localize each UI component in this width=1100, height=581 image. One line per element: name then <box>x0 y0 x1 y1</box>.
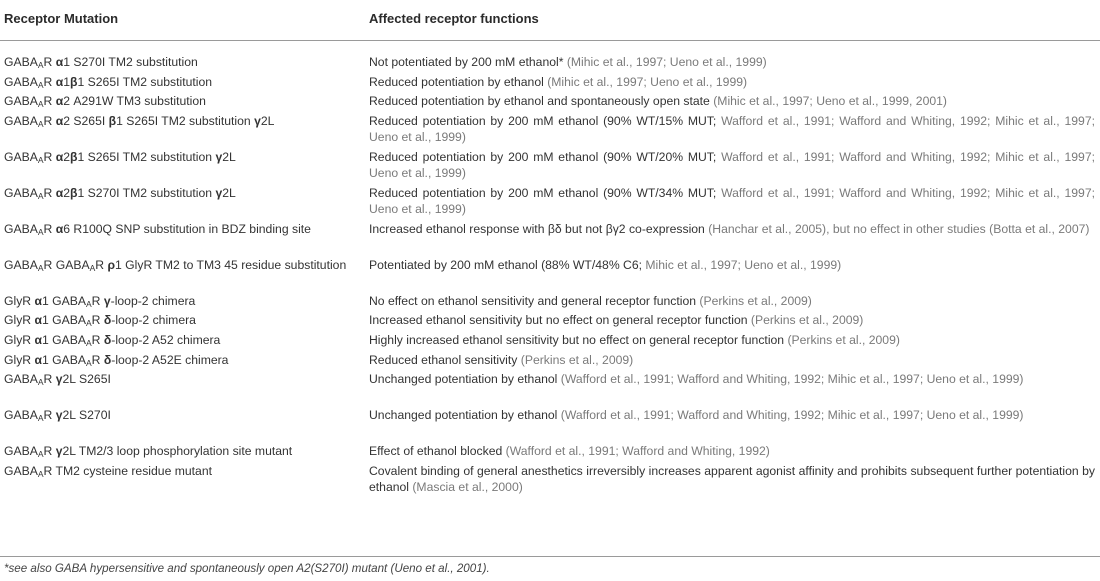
citation-text: (Mascia et al., 2000) <box>412 480 523 495</box>
mutation-text: 1 GABA <box>41 333 86 347</box>
effect-text: Reduced ethanol sensitivity <box>369 352 521 367</box>
effect-cell <box>369 312 1095 328</box>
mutation-cell <box>4 352 359 371</box>
greek-letter: δ <box>103 333 112 347</box>
mutation-cell <box>4 257 359 276</box>
mutation-text: R TM2 cysteine residue mutant <box>43 463 212 478</box>
mutation-text: 2L TM2/3 loop phosphorylation site mutant <box>62 444 293 459</box>
subscript: A <box>37 79 44 90</box>
greek-letter: α <box>55 113 64 128</box>
citation-text: (Hanchar et al., 2005), but no effect in other studies (Botta et al., 2007) <box>708 221 1090 236</box>
greek-letter: α <box>55 74 64 89</box>
citation-text: (Perkins et al., 2009) <box>787 333 900 347</box>
mutation-cell <box>4 54 359 73</box>
mutation-cell <box>4 407 359 426</box>
mutation-text: R <box>43 221 56 236</box>
mutation-text: 1 GABA <box>41 293 86 308</box>
citation-text: (Perkins et al., 2009) <box>520 352 634 367</box>
mutation-cell <box>4 371 359 390</box>
effect-cell <box>369 352 1095 368</box>
mutation-text: 1 GABA <box>41 352 86 367</box>
subscript: A <box>37 99 44 110</box>
effect-cell <box>369 93 1095 109</box>
greek-letter: γ <box>254 113 261 128</box>
mutation-text: R <box>43 408 56 423</box>
mutation-cell <box>4 463 359 482</box>
mutation-text: GABA <box>4 444 38 459</box>
effect-cell <box>369 221 1095 237</box>
effect-cell <box>369 185 1095 218</box>
mutation-text: GABA <box>4 74 38 89</box>
mutation-text: -loop-2 A52E chimera <box>111 352 229 367</box>
subscript: A <box>37 468 44 479</box>
citation-text: (Mihic et al., 1997; Ueno et al., 1999, 2001) <box>713 94 947 109</box>
citation-text: (Wafford et al., 1991; Wafford and Whiting, 1992; Mihic et al., 1997; Ueno et al., 1999) <box>560 372 1024 387</box>
mutation-text: GlyR <box>4 352 35 367</box>
citation-text: Wafford et al., 1991; Wafford and Whiting, 1992; Mihic et al., 1997; Ueno et al., 1999) <box>369 149 1095 181</box>
mutation-text: 2L <box>222 185 236 200</box>
mutation-text: -loop-2 chimera <box>111 313 196 328</box>
effect-text: Reduced potentiation by 200 mM ethanol (90% WT/20% MUT; <box>369 149 722 164</box>
subscript: A <box>86 318 92 329</box>
subscript: A <box>37 190 44 201</box>
mutation-text: 2 A291W TM3 substitution <box>63 94 206 109</box>
mutation-text: GABA <box>4 149 38 164</box>
citation-text: Mihic et al., 1997; Ueno et al., 1999) <box>645 257 842 272</box>
mutation-text: R <box>43 185 56 200</box>
mutation-text: R GABA <box>43 257 90 272</box>
mutation-text: 2L <box>260 113 275 128</box>
mutation-text: R <box>43 113 56 128</box>
mutation-text: 2L <box>222 149 236 164</box>
greek-letter: δ <box>103 313 112 328</box>
mutation-text: R <box>43 94 56 109</box>
mutation-text: R <box>91 313 104 328</box>
mutation-text: -loop-2 chimera <box>110 293 196 308</box>
mutation-text: 1 S270I TM2 substitution <box>63 55 198 69</box>
greek-letter: α <box>34 313 42 328</box>
greek-letter: α <box>34 293 42 308</box>
effect-cell <box>369 463 1095 496</box>
effect-text: Reduced potentiation by 200 mM ethanol (90% WT/15% MUT; <box>369 113 722 128</box>
footnote: *see also GABA hypersensitive and spontaneously open A2(S270I) mutant (Ueno et al., 2001). <box>4 562 490 575</box>
greek-letter: α <box>55 185 64 200</box>
mutation-text: GABA <box>4 257 38 272</box>
subscript: A <box>86 357 92 368</box>
effect-cell <box>369 74 1095 90</box>
mutation-text: R <box>43 149 56 164</box>
citation-text: (Mihic et al., 1997; Ueno et al., 1999) <box>566 55 767 69</box>
citation-text: Wafford et al., 1991; Wafford and Whiting, 1992; Mihic et al., 1997; Ueno et al., 1999) <box>369 185 1095 217</box>
greek-letter: γ <box>103 293 111 308</box>
subscript: A <box>37 226 44 237</box>
greek-letter: β <box>108 113 117 128</box>
effect-text: Reduced potentiation by ethanol and spontaneously open state <box>369 94 714 109</box>
citation-text: (Wafford et al., 1991; Wafford and Whiting, 1992; Mihic et al., 1997; Ueno et al., 1999) <box>560 408 1024 423</box>
greek-letter: γ <box>215 149 223 164</box>
mutation-cell <box>4 113 359 132</box>
mutation-text: 1 GlyR TM2 to TM3 45 residue substitution <box>115 257 347 272</box>
mutation-text: 2 <box>63 185 71 200</box>
subscript: A <box>37 60 44 70</box>
citation-text: (Mihic et al., 1997; Ueno et al., 1999) <box>547 74 748 89</box>
mutation-cell <box>4 221 359 240</box>
table-header <box>0 0 1100 41</box>
effect-cell <box>369 407 1095 423</box>
mutation-text: R <box>43 55 56 69</box>
mutation-cell <box>4 93 359 112</box>
greek-letter: γ <box>55 408 63 423</box>
mutation-text: 1 S265I TM2 substitution <box>77 149 216 164</box>
greek-letter: α <box>55 94 64 109</box>
greek-letter: α <box>55 149 64 164</box>
mutation-text: 1 S265I TM2 substitution <box>77 74 213 89</box>
effect-text: No effect on ethanol sensitivity and general receptor function <box>369 293 700 308</box>
mutation-text: GABA <box>4 113 38 128</box>
subscript: A <box>37 262 44 273</box>
effect-text: Increased ethanol sensitivity but no effect on general receptor function <box>369 313 751 328</box>
greek-letter: α <box>55 221 64 236</box>
mutation-text: GABA <box>4 55 38 69</box>
mutation-text: R <box>43 444 56 459</box>
effect-text: Not potentiated by 200 mM ethanol* <box>369 55 567 69</box>
header-receptor-mutation: Receptor Mutation <box>4 11 119 26</box>
mutation-text: 1 S265I TM2 substitution <box>116 113 255 128</box>
subscript: A <box>89 262 96 273</box>
mutation-text: 2L S270I <box>62 408 111 423</box>
effect-cell <box>369 332 1095 348</box>
effect-cell <box>369 257 1095 273</box>
mutation-text: 1 <box>63 74 71 89</box>
greek-letter: α <box>34 352 42 367</box>
effect-cell <box>369 443 1095 459</box>
mutation-text: R <box>43 74 56 89</box>
effect-text: Effect of ethanol blocked <box>369 444 506 459</box>
subscript: A <box>37 413 44 424</box>
greek-letter: β <box>70 185 78 200</box>
mutation-text: 6 R100Q SNP substitution in BDZ binding site <box>63 221 311 236</box>
effect-cell <box>369 54 1095 70</box>
subscript: A <box>86 338 92 348</box>
greek-letter: α <box>34 333 42 347</box>
mutation-text: R <box>91 352 104 367</box>
greek-letter: γ <box>215 185 223 200</box>
citation-text: (Perkins et al., 2009) <box>750 313 864 328</box>
mutation-text: R <box>91 293 104 308</box>
effect-text: Reduced potentiation by 200 mM ethanol (90% WT/34% MUT; <box>369 185 722 200</box>
header-affected-functions: Affected receptor functions <box>369 11 539 26</box>
effect-cell <box>369 113 1095 146</box>
mutation-cell <box>4 185 359 204</box>
mutation-text: 1 S270I TM2 substitution <box>77 185 216 200</box>
effect-text: Potentiated by 200 mM ethanol (88% WT/48% C6; <box>369 257 646 272</box>
subscript: A <box>86 298 92 309</box>
footer-divider <box>0 556 1100 557</box>
greek-letter: δ <box>103 352 112 367</box>
effect-cell <box>369 149 1095 182</box>
effect-text: Unchanged potentiation by ethanol <box>369 408 561 423</box>
effect-text: Highly increased ethanol sensitivity but no effect on general receptor function <box>369 333 788 347</box>
subscript: A <box>37 377 44 388</box>
mutation-text: 2 S265I <box>63 113 109 128</box>
effect-cell <box>369 371 1095 387</box>
greek-letter: α <box>55 55 64 69</box>
mutation-text: GlyR <box>4 293 35 308</box>
mutation-text: GABA <box>4 408 38 423</box>
subscript: A <box>37 118 44 129</box>
citation-text: (Perkins et al., 2009) <box>699 293 812 308</box>
mutation-text: GABA <box>4 221 38 236</box>
mutation-cell <box>4 312 359 331</box>
greek-letter: γ <box>55 444 63 459</box>
citation-text: (Wafford et al., 1991; Wafford and Whiting, 1992) <box>505 444 770 459</box>
mutation-text: 2 <box>63 149 71 164</box>
mutation-cell <box>4 74 359 93</box>
mutation-cell <box>4 332 359 351</box>
subscript: A <box>37 449 44 460</box>
mutation-text: 1 GABA <box>41 313 86 328</box>
subscript: A <box>37 154 44 165</box>
mutation-text: 2L S265I <box>62 372 111 387</box>
effect-cell <box>369 293 1095 309</box>
mutation-text: GlyR <box>4 313 35 328</box>
mutation-text: GlyR <box>4 333 35 347</box>
citation-text: Wafford et al., 1991; Wafford and Whiting, 1992; Mihic et al., 1997; Ueno et al., 1999) <box>369 113 1095 145</box>
greek-letter: β <box>70 149 78 164</box>
mutation-text: R <box>91 333 104 347</box>
mutation-text: GABA <box>4 372 38 387</box>
mutation-text: R <box>95 257 108 272</box>
mutation-text: R <box>43 372 56 387</box>
mutation-cell <box>4 293 359 312</box>
mutation-cell <box>4 149 359 168</box>
mutation-text: GABA <box>4 185 38 200</box>
greek-letter: ρ <box>107 257 116 272</box>
mutation-text: -loop-2 A52 chimera <box>111 333 221 347</box>
greek-letter: γ <box>55 372 63 387</box>
effect-text: Increased ethanol response with βδ but not βγ2 co-expression <box>369 221 709 236</box>
effect-text: Unchanged potentiation by ethanol <box>369 372 561 387</box>
effect-text: Covalent binding of general anesthetics irreversibly increases apparent agonist affinity and prohibits subsequent further potentiation by ethanol <box>369 463 1095 495</box>
greek-letter: β <box>70 74 78 89</box>
mutation-text: GABA <box>4 463 38 478</box>
mutation-cell <box>4 443 359 462</box>
effect-text: Reduced potentiation by ethanol <box>369 74 548 89</box>
mutation-text: GABA <box>4 94 38 109</box>
